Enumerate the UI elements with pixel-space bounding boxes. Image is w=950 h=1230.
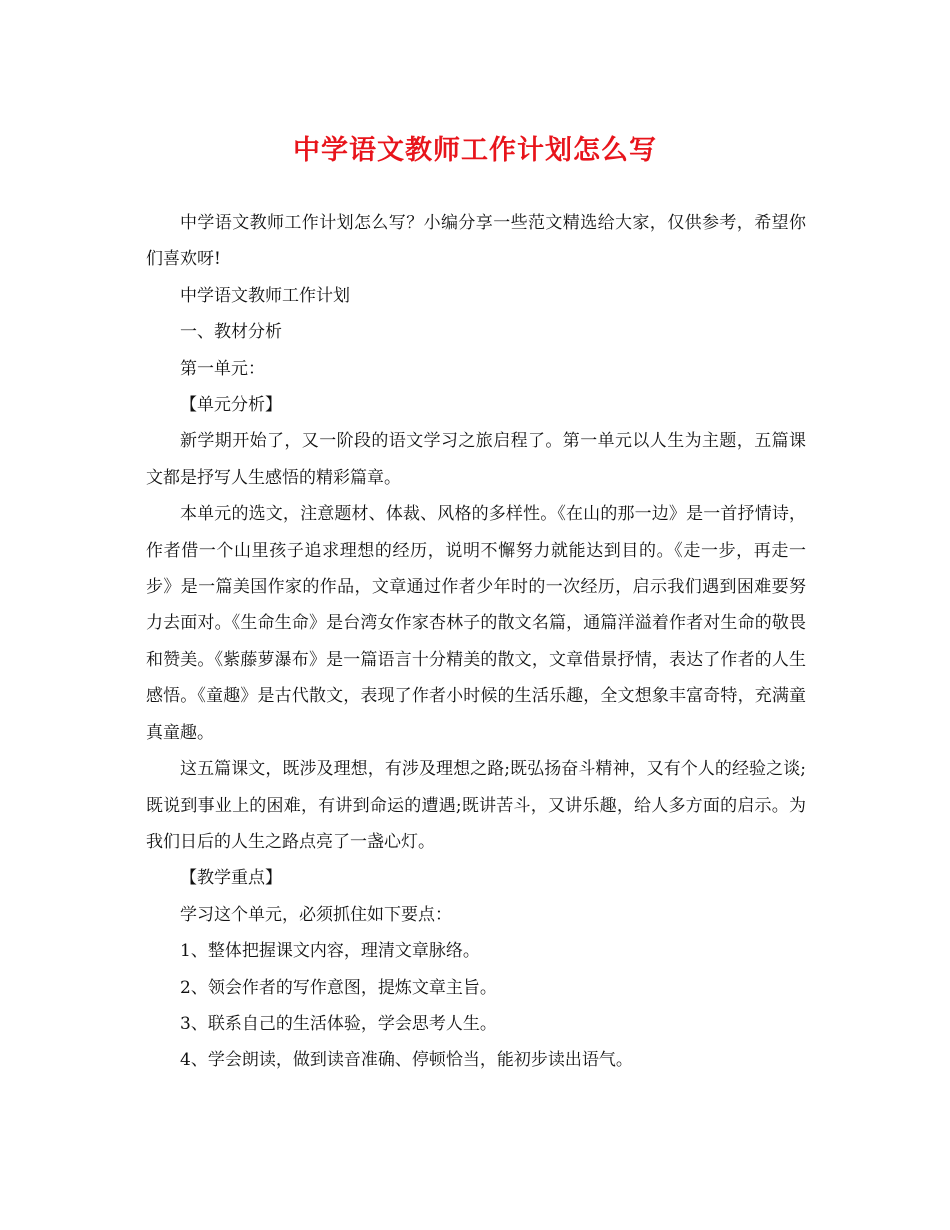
paragraph-section-heading: 一、教材分析 <box>180 322 282 343</box>
paragraph-point-2: 2、领会作者的写作意图，提炼文章主旨。 <box>180 977 497 998</box>
paragraph-unit-analysis-label: 【单元分析】 <box>180 395 282 416</box>
paragraph-five-texts: 这五篇课文，既涉及理想，有涉及理想之路;既弘扬奋斗精神，又有个人的经验之谈;既说到事业上的困难，有讲到命运的遭遇;既讲苦斗，又讲乐趣，给人多方面的启示。为我们日后的人生之路点亮了一盏心灯。 <box>146 759 806 852</box>
paragraph-plan-heading: 中学语文教师工作计划 <box>180 285 350 306</box>
document-title: 中学语文教师工作计划怎么写 <box>293 135 657 166</box>
paragraph-point-4: 4、学会朗读，做到读音准确、停顿恰当，能初步读出语气。 <box>180 1050 633 1071</box>
paragraph-unit-theme: 新学期开始了，又一阶段的语文学习之旅启程了。第一单元以人生为主题，五篇课文都是抒写人生感悟的精彩篇章。 <box>146 431 806 488</box>
paragraph-teaching-focus-label: 【教学重点】 <box>180 868 282 889</box>
paragraph-intro: 中学语文教师工作计划怎么写？小编分享一些范文精选给大家，仅供参考，希望你们喜欢呀! <box>146 213 806 270</box>
paragraph-key-points-intro: 学习这个单元，必须抓住如下要点： <box>180 904 452 925</box>
document-body <box>146 205 806 1079</box>
paragraph-point-3: 3、联系自己的生活体验，学会思考人生。 <box>180 1013 497 1034</box>
paragraph-unit-heading: 第一单元： <box>180 358 265 379</box>
paragraph-point-1: 1、整体把握课文内容，理清文章脉络。 <box>180 941 480 962</box>
paragraph-selected-texts: 本单元的选文，注意题材、体裁、风格的多样性。《在山的那一边》是一首抒情诗，作者借一个山里孩子追求理想的经历，说明不懈努力就能达到目的。《走一步，再走一步》是一篇美国作家的作品，文章通过作者少年时的一次经历，启示我们遇到困难要努力去面对。《生命生命》是台湾女作家杏林子的散文名篇，通篇洋溢着作者对生命的敬畏和赞美。《紫藤萝瀑布》是一篇语言十分精美的散文，文章借景抒情，表达了作者的人生感悟。《童趣》是古代散文，表现了作者小时候的生活乐趣，全文想象丰富奇特，充满童真童趣。 <box>146 504 806 743</box>
